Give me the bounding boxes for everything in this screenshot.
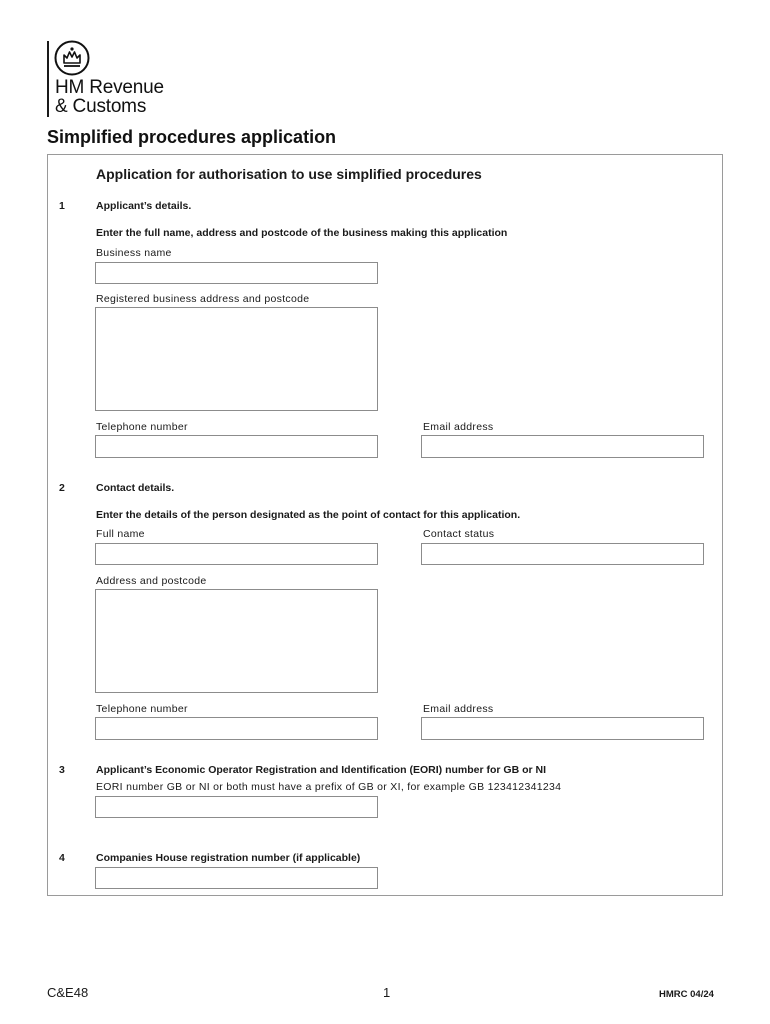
contact-address-field[interactable] (95, 589, 378, 693)
eori-hint: EORI number GB or NI or both must have a prefix of GB or XI, for example GB 123412341234 (96, 781, 562, 793)
page-title: Simplified procedures application (47, 127, 337, 147)
applicant-email-field[interactable] (421, 435, 704, 458)
royal-crest-icon (54, 40, 90, 76)
org-name-line1: HM Revenue (55, 77, 164, 98)
section-1-number: 1 (59, 200, 65, 212)
form-heading: Application for authorisation to use simplified procedures (96, 166, 482, 182)
section-3-title: Applicant’s Economic Operator Registration and Identification (EORI) number for GB or NI (96, 764, 546, 776)
business-name-field[interactable] (95, 262, 378, 284)
companies-house-number-field[interactable] (95, 867, 378, 889)
applicant-telephone-label: Telephone number (96, 421, 188, 433)
form-code: C&E48 (47, 985, 89, 1000)
eori-number-field[interactable] (95, 796, 378, 818)
org-name-line2: & Customs (55, 96, 147, 117)
section-4-number: 4 (59, 852, 65, 864)
logo-rule (47, 41, 49, 117)
contact-telephone-field[interactable] (95, 717, 378, 740)
contact-status-label: Contact status (423, 528, 495, 540)
applicant-telephone-field[interactable] (95, 435, 378, 458)
business-name-label: Business name (96, 247, 172, 259)
form-version: HMRC 04/24 (659, 989, 714, 1000)
contact-full-name-field[interactable] (95, 543, 378, 565)
contact-status-field[interactable] (421, 543, 704, 565)
contact-email-label: Email address (423, 703, 494, 715)
section-4-title: Companies House registration number (if applicable) (96, 852, 361, 864)
applicant-email-label: Email address (423, 421, 494, 433)
contact-telephone-label: Telephone number (96, 703, 188, 715)
section-2-instruction: Enter the details of the person designated as the point of contact for this application. (96, 509, 521, 521)
section-1-instruction: Enter the full name, address and postcode of the business making this application (96, 227, 508, 239)
registered-address-field[interactable] (95, 307, 378, 411)
page-number: 1 (383, 985, 391, 1000)
contact-address-label: Address and postcode (96, 575, 207, 587)
contact-full-name-label: Full name (96, 528, 145, 540)
section-2-title: Contact details. (96, 482, 175, 494)
contact-email-field[interactable] (421, 717, 704, 740)
section-2-number: 2 (59, 482, 65, 494)
section-1-title: Applicant’s details. (96, 200, 192, 212)
registered-address-label: Registered business address and postcode (96, 293, 310, 305)
section-3-number: 3 (59, 764, 65, 776)
